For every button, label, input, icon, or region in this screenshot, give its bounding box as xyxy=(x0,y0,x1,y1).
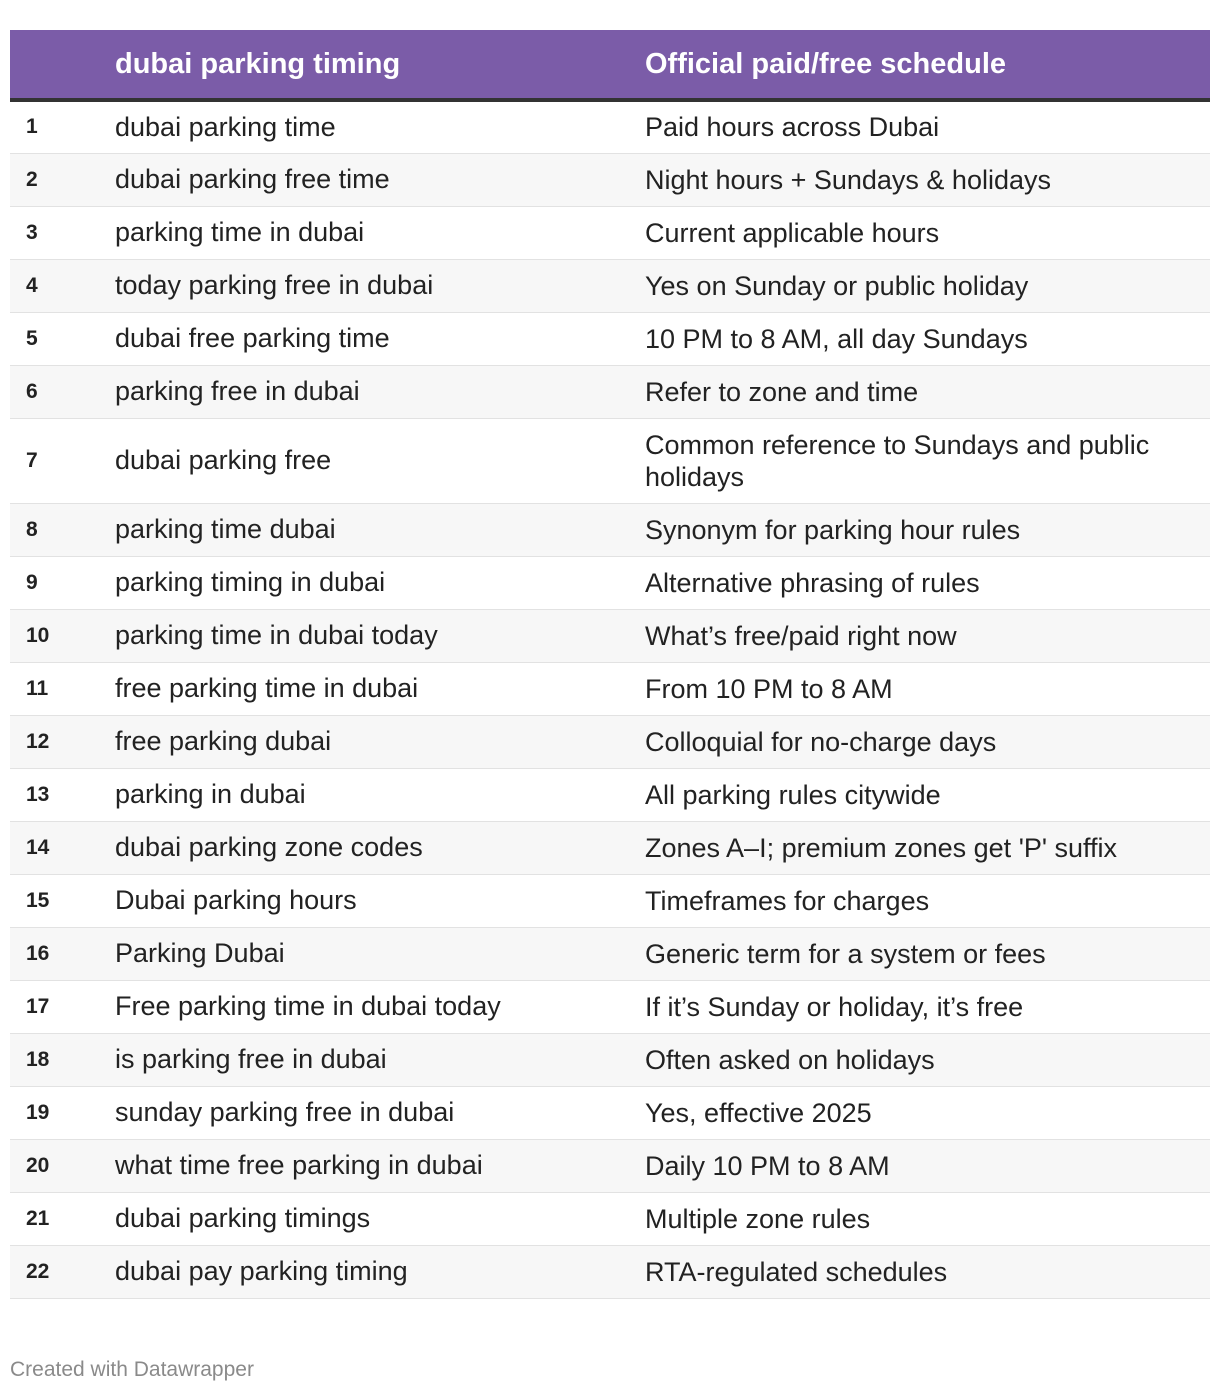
table-row xyxy=(10,556,1210,609)
data-table xyxy=(10,30,1210,1299)
schedule-cell: Yes on Sunday or public holiday xyxy=(645,259,1210,312)
datawrapper-credit: Created with Datawrapper xyxy=(10,1358,254,1381)
table-row xyxy=(10,312,1210,365)
keyword-cell: Dubai parking hours xyxy=(115,874,645,927)
keyword-cell: free parking time in dubai xyxy=(115,662,645,715)
table-body xyxy=(10,100,1210,1298)
table-row xyxy=(10,418,1210,503)
table-row xyxy=(10,927,1210,980)
schedule-cell: Common reference to Sundays and public holidays xyxy=(645,418,1210,503)
table-row xyxy=(10,821,1210,874)
keyword-cell: dubai pay parking timing xyxy=(115,1245,645,1298)
table-row xyxy=(10,1033,1210,1086)
schedule-cell: Synonym for parking hour rules xyxy=(645,503,1210,556)
table-row xyxy=(10,1192,1210,1245)
keyword-cell: Parking Dubai xyxy=(115,927,645,980)
schedule-cell: Alternative phrasing of rules xyxy=(645,556,1210,609)
row-number-cell: 11 xyxy=(10,662,115,715)
table-row xyxy=(10,768,1210,821)
table-header xyxy=(10,30,1210,100)
keyword-cell: what time free parking in dubai xyxy=(115,1139,645,1192)
keyword-cell: parking free in dubai xyxy=(115,365,645,418)
schedule-cell: RTA-regulated schedules xyxy=(645,1245,1210,1298)
schedule-cell: Night hours + Sundays & holidays xyxy=(645,153,1210,206)
table-row xyxy=(10,662,1210,715)
row-number-cell: 22 xyxy=(10,1245,115,1298)
table-row xyxy=(10,153,1210,206)
table-row xyxy=(10,980,1210,1033)
schedule-cell: Multiple zone rules xyxy=(645,1192,1210,1245)
row-number-cell: 7 xyxy=(10,418,115,503)
row-number-cell: 2 xyxy=(10,153,115,206)
row-number-cell: 8 xyxy=(10,503,115,556)
table-row xyxy=(10,1139,1210,1192)
keyword-cell: parking timing in dubai xyxy=(115,556,645,609)
keyword-cell: sunday parking free in dubai xyxy=(115,1086,645,1139)
row-number-cell: 13 xyxy=(10,768,115,821)
row-number-cell: 3 xyxy=(10,206,115,259)
keyword-cell: parking in dubai xyxy=(115,768,645,821)
schedule-cell: Current applicable hours xyxy=(645,206,1210,259)
row-number-cell: 12 xyxy=(10,715,115,768)
table-row xyxy=(10,100,1210,153)
keyword-cell: Free parking time in dubai today xyxy=(115,980,645,1033)
schedule-cell: Refer to zone and time xyxy=(645,365,1210,418)
table-row xyxy=(10,503,1210,556)
keyword-cell: today parking free in dubai xyxy=(115,259,645,312)
schedule-cell: Often asked on holidays xyxy=(645,1033,1210,1086)
table-row xyxy=(10,1245,1210,1298)
table-row xyxy=(10,609,1210,662)
row-number-cell: 9 xyxy=(10,556,115,609)
table-row xyxy=(10,874,1210,927)
keyword-cell: dubai parking timings xyxy=(115,1192,645,1245)
header-keyword-column: dubai parking timing xyxy=(115,30,645,100)
keyword-cell: dubai parking time xyxy=(115,100,645,153)
schedule-cell: Colloquial for no-charge days xyxy=(645,715,1210,768)
keyword-cell: is parking free in dubai xyxy=(115,1033,645,1086)
row-number-cell: 19 xyxy=(10,1086,115,1139)
keyword-cell: parking time in dubai today xyxy=(115,609,645,662)
data-table-container xyxy=(10,30,1210,1299)
row-number-cell: 18 xyxy=(10,1033,115,1086)
table-row xyxy=(10,715,1210,768)
header-number-column xyxy=(10,30,115,100)
row-number-cell: 1 xyxy=(10,100,115,153)
keyword-cell: parking time dubai xyxy=(115,503,645,556)
schedule-cell: All parking rules citywide xyxy=(645,768,1210,821)
row-number-cell: 20 xyxy=(10,1139,115,1192)
keyword-cell: dubai parking free xyxy=(115,418,645,503)
row-number-cell: 4 xyxy=(10,259,115,312)
schedule-cell: Daily 10 PM to 8 AM xyxy=(645,1139,1210,1192)
table-row xyxy=(10,206,1210,259)
schedule-cell: Timeframes for charges xyxy=(645,874,1210,927)
keyword-cell: free parking dubai xyxy=(115,715,645,768)
row-number-cell: 15 xyxy=(10,874,115,927)
row-number-cell: 14 xyxy=(10,821,115,874)
keyword-cell: dubai free parking time xyxy=(115,312,645,365)
table-row xyxy=(10,365,1210,418)
schedule-cell: Generic term for a system or fees xyxy=(645,927,1210,980)
keyword-cell: dubai parking free time xyxy=(115,153,645,206)
keyword-cell: dubai parking zone codes xyxy=(115,821,645,874)
row-number-cell: 10 xyxy=(10,609,115,662)
header-schedule-column: Official paid/free schedule xyxy=(645,30,1210,100)
row-number-cell: 5 xyxy=(10,312,115,365)
table-row xyxy=(10,259,1210,312)
row-number-cell: 17 xyxy=(10,980,115,1033)
schedule-cell: From 10 PM to 8 AM xyxy=(645,662,1210,715)
row-number-cell: 6 xyxy=(10,365,115,418)
table-row xyxy=(10,1086,1210,1139)
keyword-cell: parking time in dubai xyxy=(115,206,645,259)
schedule-cell: If it’s Sunday or holiday, it’s free xyxy=(645,980,1210,1033)
schedule-cell: Paid hours across Dubai xyxy=(645,100,1210,153)
schedule-cell: 10 PM to 8 AM, all day Sundays xyxy=(645,312,1210,365)
header-row xyxy=(10,30,1210,100)
row-number-cell: 21 xyxy=(10,1192,115,1245)
schedule-cell: What’s free/paid right now xyxy=(645,609,1210,662)
schedule-cell: Yes, effective 2025 xyxy=(645,1086,1210,1139)
schedule-cell: Zones A–I; premium zones get 'P' suffix xyxy=(645,821,1210,874)
row-number-cell: 16 xyxy=(10,927,115,980)
